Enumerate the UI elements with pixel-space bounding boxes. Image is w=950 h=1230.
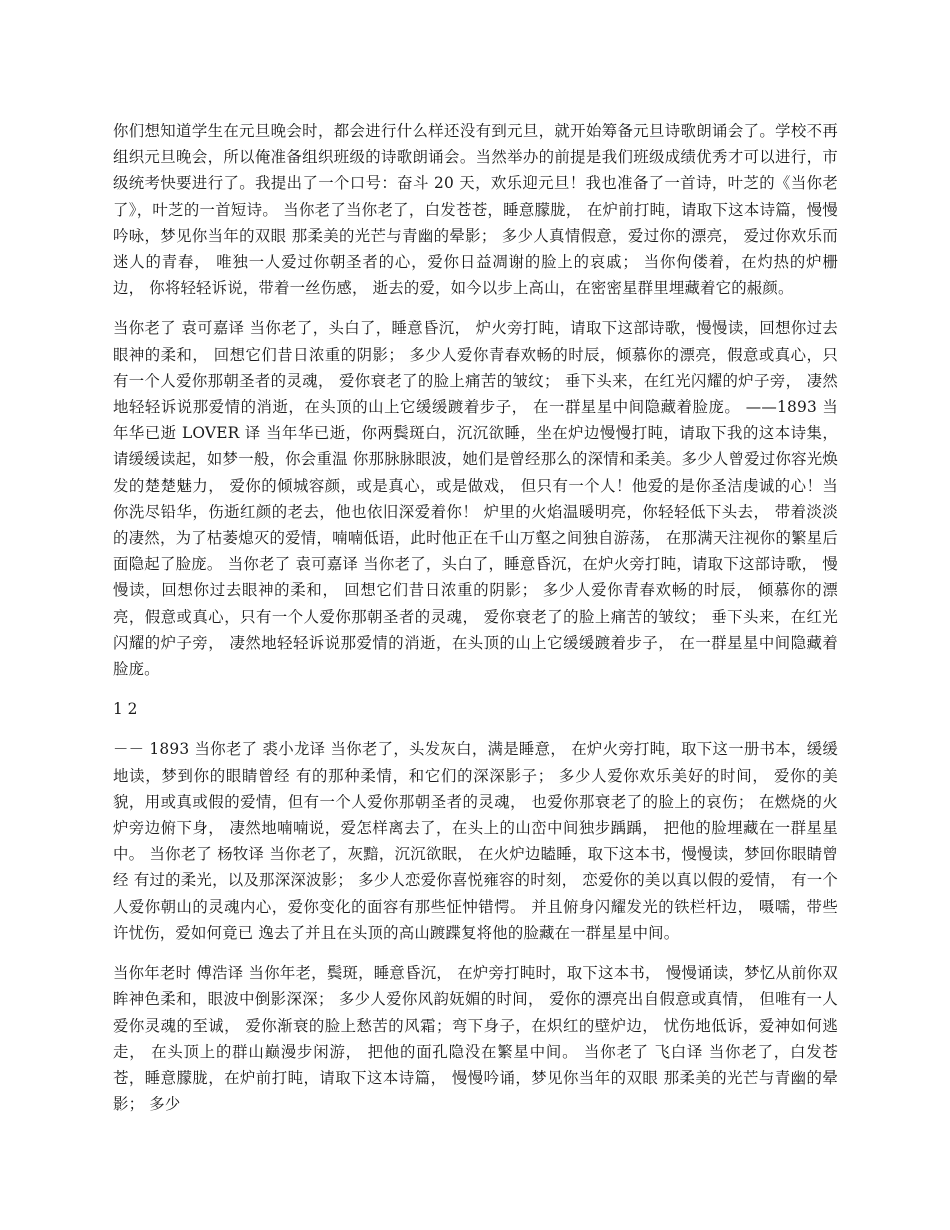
document-page [113,118,838,1131]
page-number: 1 2 [113,700,138,719]
paragraph-1: 你们想知道学生在元旦晚会时，都会进行什么样还没有到元旦，就开始筹备元旦诗歌朗诵会了。学校不再组织元旦晚会，所以俺准备组织班级的诗歌朗诵会。当然举办的前提是我们班级成绩优秀才可以进行，市级统考快要进行了。我提出了一个口号：奋斗 20 天，欢乐迎元旦！我也准备了一首诗，叶芝的《当你老了》，叶芝的一首短诗。 当你老了当你老了，白发苍苍，睡意朦胧， 在炉前打盹，请取下这本诗篇，慢慢吟咏，梦见你当年的双眼 那柔美的光芒与青幽的晕影； 多少人真情假意，爱过你的漂亮， 爱过你欢乐而迷人的青春， 唯独一人爱过你朝圣者的心，爱你日益凋谢的脸上的哀戚； 当你佝偻着，在灼热的炉栅边， 你将轻轻诉说，带着一丝伤感， 逝去的爱，如今以步上高山，在密密星群里埋藏着它的赧颜。 [113,122,838,298]
paragraph-2: 当你老了 袁可嘉译 当你老了，头白了，睡意昏沉， 炉火旁打盹，请取下这部诗歌，慢慢读，回想你过去眼神的柔和， 回想它们昔日浓重的阴影； 多少人爱你青春欢畅的时辰，倾慕你的漂亮，假意或真心，只有一个人爱你那朝圣者的灵魂， 爱你衰老了的脸上痛苦的皱纹； 垂下头来，在红光闪耀的炉子旁， 凄然地轻轻诉说那爱情的消逝，在头顶的山上它缓缓踱着步子， 在一群星星中间隐藏着脸庞。 ——1893 当年华已逝 LOVER 译 当年华已逝，你两鬓斑白，沉沉欲睡，坐在炉边慢慢打盹，请取下我的这本诗集，请缓缓读起，如梦一般，你会重温 你那脉脉眼波，她们是曾经那么的深情和柔美。多少人曾爱过你容光焕发的楚楚魅力， 爱你的倾城容颜，或是真心，或是做戏， 但只有一个人！他爱的是你圣洁虔诚的心！当你洗尽铅华，伤逝红颜的老去，他也依旧深爱着你！ 炉里的火焰温暖明亮，你轻轻低下头去， 带着淡淡的凄然，为了枯萎熄灭的爱情，喃喃低语，此时他正在千山万壑之间独自游荡， 在那满天注视你的繁星后面隐起了脸庞。 当你老了 袁可嘉译 当你老了，头白了，睡意昏沉，在炉火旁打盹，请取下这部诗歌， 慢慢读，回想你过去眼神的柔和， 回想它们昔日浓重的阴影； 多少人爱你青春欢畅的时辰， 倾慕你的漂亮，假意或真心，只有一个人爱你那朝圣者的灵魂， 爱你衰老了的脸上痛苦的皱纹； 垂下头来，在红光闪耀的炉子旁， 凄然地轻轻诉说那爱情的消逝，在头顶的山上它缓缓踱着步子， 在一群星星中间隐藏着脸庞。 [113,319,838,679]
paragraph-3: －－ 1893 当你老了 裘小龙译 当你老了，头发灰白，满是睡意， 在炉火旁打盹，取下这一册书本，缓缓地读，梦到你的眼睛曾经 有的那种柔情，和它们的深深影子； 多少人爱你欢乐美好的时间， 爱你的美貌，用或真或假的爱情，但有一个人爱你那朝圣者的灵魂， 也爱你那衰老了的脸上的哀伤； 在燃烧的火炉旁边俯下身， 凄然地喃喃说，爱怎样离去了，在头上的山峦中间独步踽踽， 把他的脸埋藏在一群星星中。 当你老了 杨牧译 当你老了，灰黯，沉沉欲眠， 在火炉边瞌睡，取下这本书，慢慢读，梦回你眼睛曾经 有过的柔光，以及那深深波影； 多少人恋爱你喜悦雍容的时刻， 恋爱你的美以真以假的爱情， 有一个人爱你朝山的灵魂内心，爱你变化的面容有那些怔忡错愕。 并且俯身闪耀发光的铁栏杆边， 嗫嚅，带些许忧伤，爱如何竟已 逸去了并且在头顶的高山踱蹀复将他的脸藏在一群星星中间。 [113,740,838,942]
paragraph-4: 当你年老时 傅浩译 当你年老，鬓斑，睡意昏沉， 在炉旁打盹时，取下这本书， 慢慢诵读，梦忆从前你双眸神色柔和，眼波中倒影深深； 多少人爱你风韵妩媚的时间， 爱你的漂亮出自假意或真情， 但唯有一人爱你灵魂的至诚， 爱你渐衰的脸上愁苦的风霜；弯下身子，在炽红的壁炉边， 忧伤地低诉，爱神如何逃走， 在头顶上的群山巅漫步闲游， 把他的面孔隐没在繁星中间。 当你老了 飞白译 当你老了，白发苍苍，睡意朦胧，在炉前打盹，请取下这本诗篇， 慢慢吟诵，梦见你当年的双眼 那柔美的光芒与青幽的晕影； 多少 [113,964,838,1114]
